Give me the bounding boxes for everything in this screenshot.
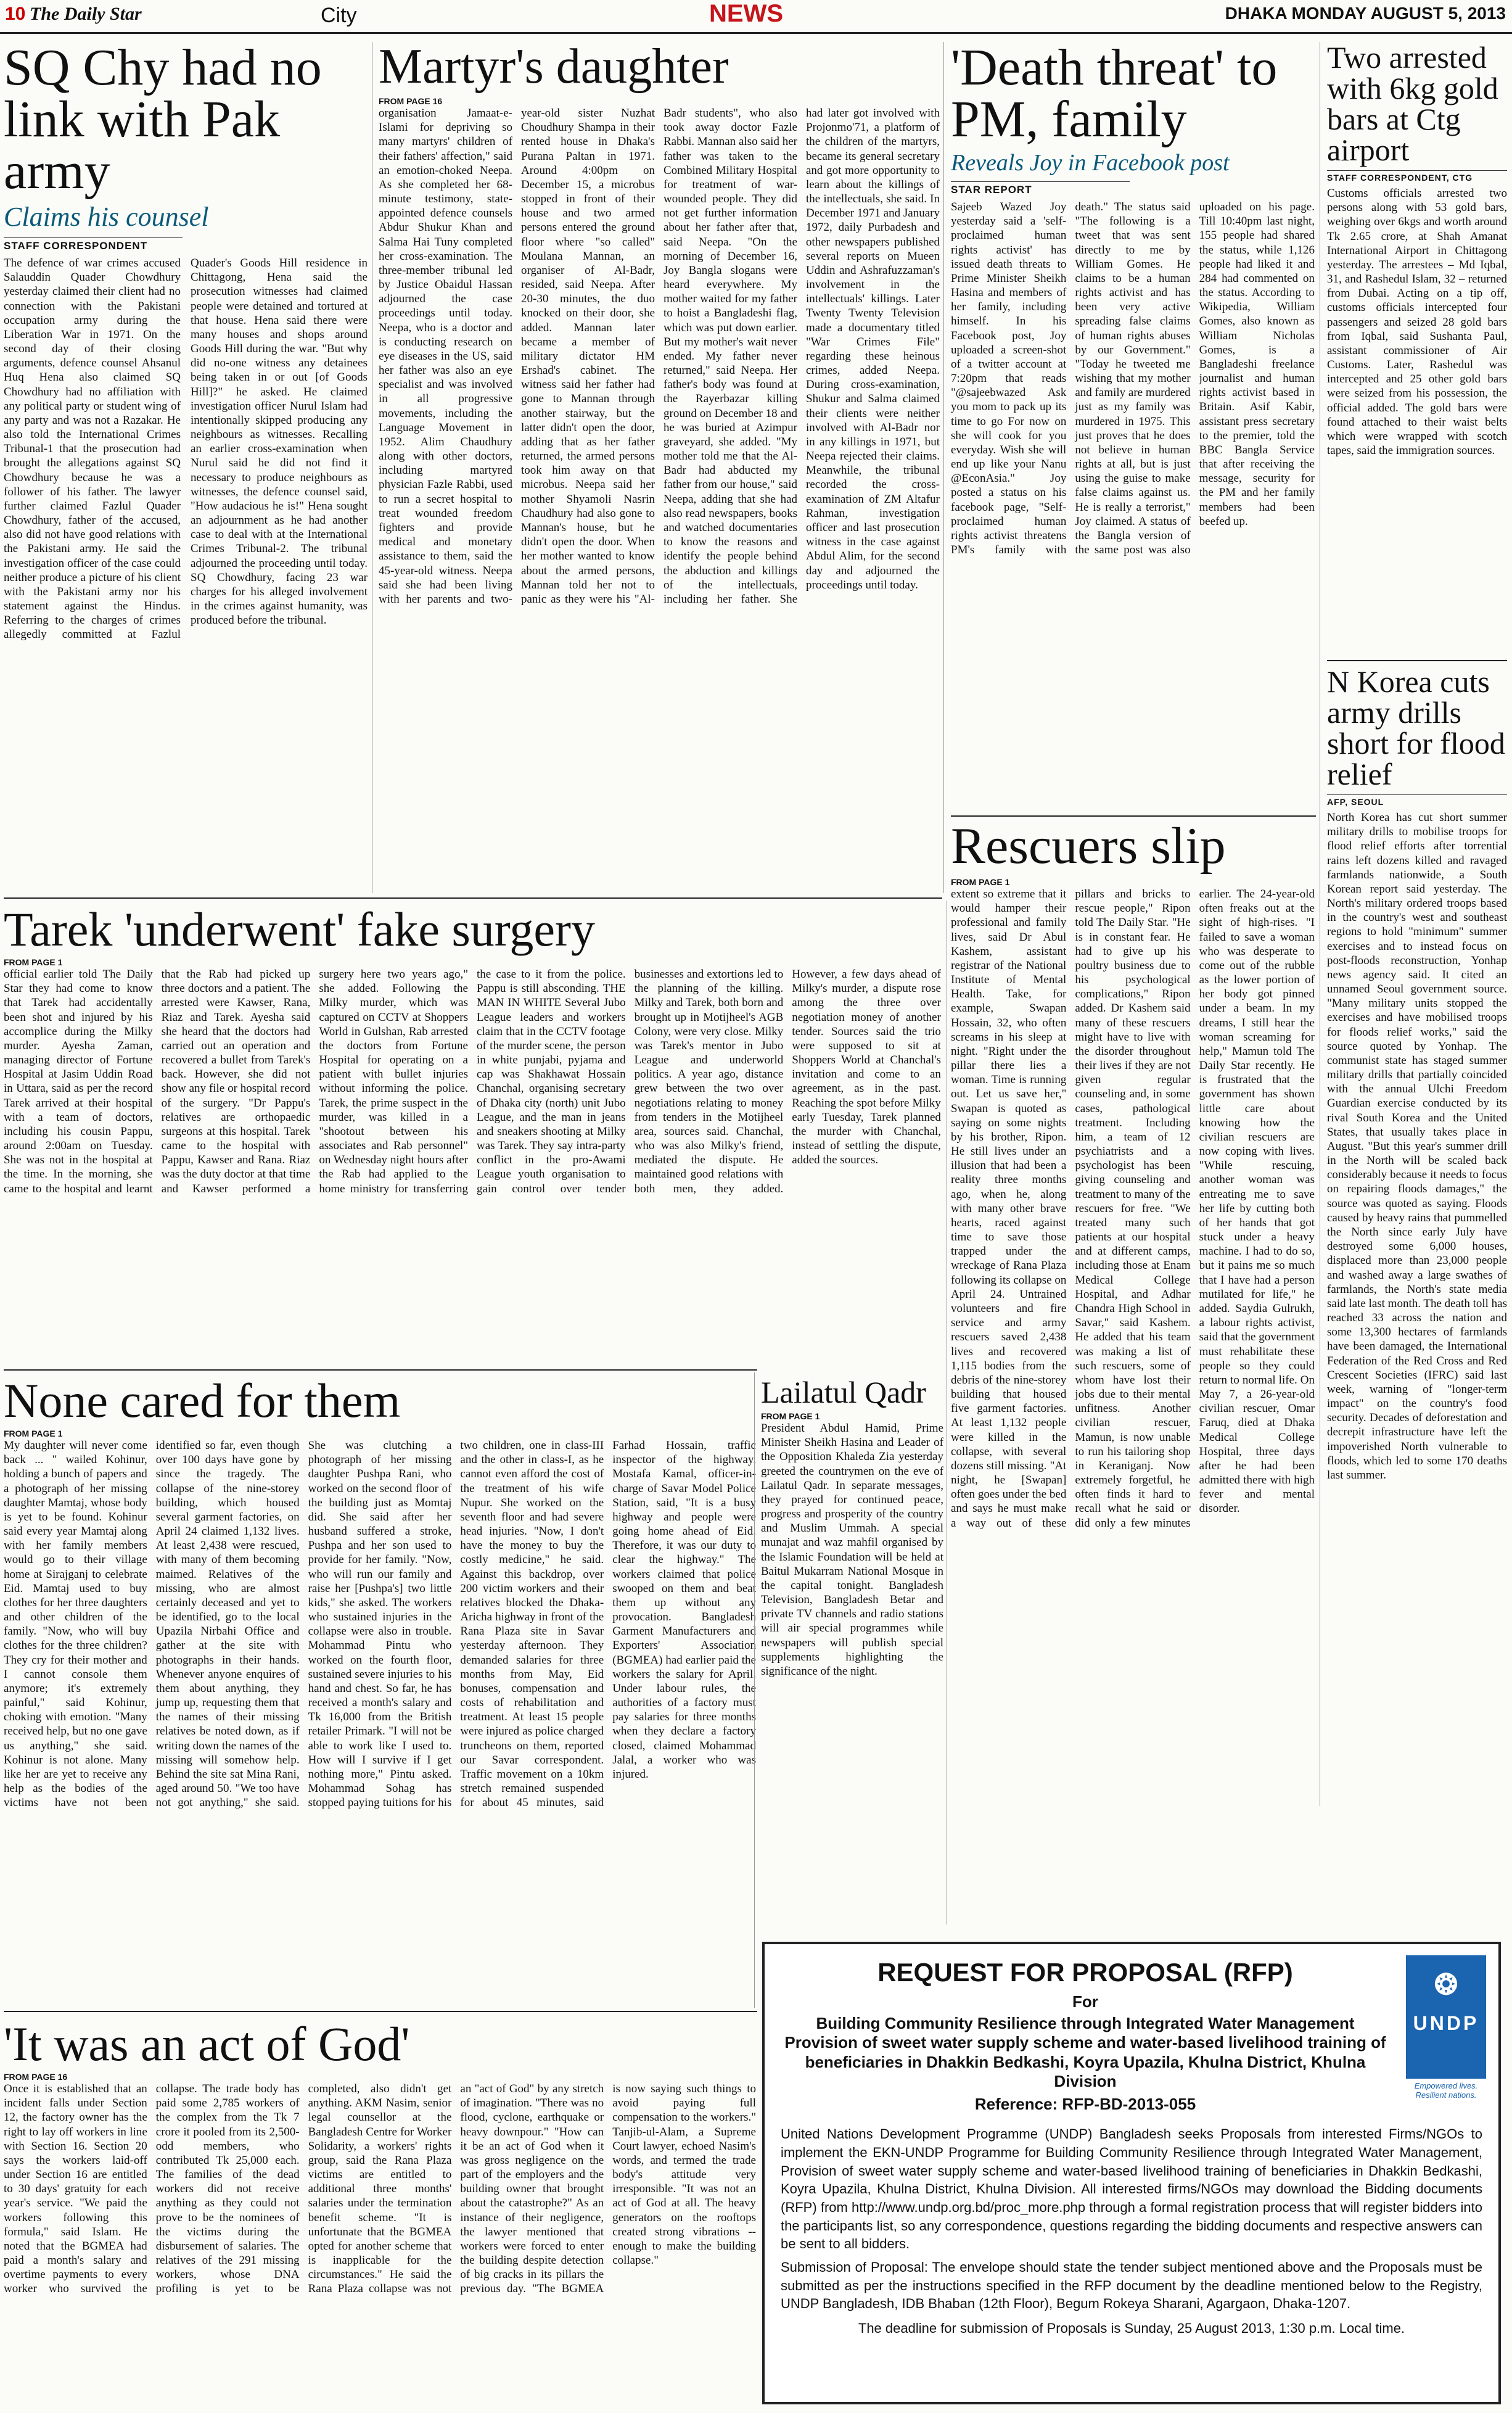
story-lailatul-qadr <box>761 1377 943 1932</box>
article-body: President Abdul Hamid, Prime Minister Sheikh Hasina and Leader of the Opposition Khaleda Zia yesterday greeted the countrymen on the eve of Lailatul Qadr. In separate messages, they prayed for continued peace, progress and prosperity of the country and Muslim Ummah. A special munajat and waz mahfil organised by the Islamic Foundation will be held at Baitul Mukarram National Mosque in the capital tonight. Bangladesh Television, Bangladesh Betar and private TV channels and radio stations will air special programmes while newspapers will publish special supplements highlighting the significance of the night. <box>761 1422 943 1678</box>
rfp-project: Building Community Resilience through Integrated Water Management Provision of sweet water supply scheme and water-based livelihood training of beneficiaries in Dhakkin Bedkashi, Koyra Upazila, Khulna District, Khulna Division <box>784 2014 1386 2090</box>
story-act-of-god <box>4 2017 756 2409</box>
section-label: City <box>321 4 357 27</box>
news-label: NEWS <box>709 0 783 27</box>
headline: N Korea cuts army drills short for flood relief <box>1327 664 1505 791</box>
article-body: My daughter will never come back ... " wailed Kohinur, holding a bunch of papers and a photograph of her missing daughter Mamtaj, whose body is yet to be found. Kohinur said every year Mamtaj along with her family members would go to their village home at Sirajganj to celebrate Eid. Mamtaj used to buy clothes for her three daughters and other children of the family. "Now, who will buy clothes for the three children? They cry for their mother and I cannot console them anymore; it's extremely painful," said Kohinur, choking with emotion. "Many received help, but no one gave us anything," she said. Kohinur is not alone. Many like her are yet to receive any help as the bodies of the victims have not been identified so far, even though over 100 days have gone by since the tragedy. The collapse of the nine-storey building, which housed several garment factories, on April 24 claimed 1,132 lives. At least 2,438 were rescued, with many of them becoming maimed. Relatives of the missing, who are almost certainly deceased and yet to be identified, go to the local Upazila Nirbahi Office and gather at the site with photographs in their hands. Whenever anyone enquires of them about anything, they jump up, requesting them that the names of their missing relatives be noted down, as if writing down the names of the missing will somehow help. Behind the site sat Mina Rani, aged around 50. "We too have not got anything," she said. She was clutching a photograph of her missing daughter Pushpa Rani, who worked on the second floor of the building just as Momtaj did. She said after her husband suffered a stroke, Pushpa and her son used to provide for her family. "Now, who will run our family and raise her [Pushpa's] two little kids," she asked. The workers who sustained injuries in the collapse were also in trouble. Mohammad Pintu who worked on the fourth floor, sustained severe injuries to his hand and chest. So far, he has received a month's salary and Tk 16,000 from the British retailer Primark. "I will not be able to work like I used to. How will I survive if I get nothing more," Pintu asked. Mohammad Sohag has stopped paying tuitions for his two children, one in class-III and the other in class-I, as he cannot even afford the cost of the treatment of his wife Nupur. She worked on the seventh floor and had severe head injuries. "Now, I don't have the money to buy the costly medicine," he said. Against this backdrop, over 200 victim workers and their relatives blocked the Dhaka-Aricha highway in front of the Rana Plaza site in Savar yesterday afternoon. They demanded salaries for three months from May, Eid bonuses, compensation and costs of rehabilitation and treatment. At least 15 people were injured as police charged truncheons on them, reported our Savar correspondent. Traffic movement on a 10km stretch remained suspended for about 45 minutes, said Farhad Hossain, traffic inspector of the highway. Mostafa Kamal, officer-in-charge of Savar Model Police Station, said, "It is a busy highway and people were going home ahead of Eid. Therefore, it was our duty to clear the highway." The workers claimed that police swooped on them and beat them up without any provocation. Bangladesh Garment Manufacturers and Exporters' Association (BGMEA) had earlier paid the workers the salary for April. Under labour rules, the authorities of a factory must pay salaries for three months when they declare a factory closed, claimed Mohammad Jalal, a worker who was injured. <box>4 1439 756 1810</box>
headline: Two arrested with 6kg gold bars at Ctg airport <box>1327 40 1498 167</box>
headline: Rescuers slip <box>951 817 1226 875</box>
byline: STAFF CORRESPONDENT <box>4 237 183 252</box>
byline: STAFF CORRESPONDENT, CTG <box>1327 170 1507 183</box>
story-death-threat <box>951 39 1315 813</box>
article-body: Sajeeb Wazed Joy yesterday said a 'self-proclaimed human rights activist' has issued death threats to Prime Minister Sheikh Hasina and members of her family, including himself. In his Facebook post, Joy uploaded a screen-shot of a twitter account at 7:20pm that reads "@sajeebwazed Ask you mom to pack up its time to go For now on she will cook for you everyday. Wish she will end up like your Nanu @EconAsia." Joy posted a status on his facebook page, "Self-proclaimed human rights activist threatens PM's family with death." The status said "The following is a tweet that was sent directly to me by William Gomes. He claims to be a human rights activist and has been very active spreading false claims of human rights abuses by our Government." "Today he tweeted me wishing that my mother and family are murdered just as my family was murdered in 1975. This just proves that he does not believe in human rights at all, but is just using the guise to make false claims against us. He is really a terrorist," Joy claimed. A status of the Bangla version of the same post was also uploaded on his page. Till 10:40pm last night, 155 people had shared the status, while 1,126 people had liked it and 284 had commented on the status. According to Wikipedia, William Gomes, also known as William Nicholas Gomes, is a Bangladeshi freelance journalist and human rights activist based in Britain. Asif Kabir, assistant press secretary to the premier, told the BBC Bangla Service that after receiving the message, security for the PM and her family members had been beefed up. <box>951 200 1315 557</box>
headline: Tarek 'underwent' fake surgery <box>4 902 595 956</box>
rfp-deadline: The deadline for submission of Proposals is Sunday, 25 August 2013, 1:30 p.m. Local time. <box>858 2320 1405 2336</box>
rfp-paragraph-2: Submission of Proposal: The envelope should state the tender subject mentioned above and the Proposals must be submitted as per the instructions specified in the RFP document by the deadline mentioned below to the Registry, UNDP Bangladesh, IDB Bhaban (12th Floor), Begum Rokeya Sharani, Agargaon, Dhaka-1207. <box>781 2259 1482 2312</box>
story-tarek <box>4 902 941 1365</box>
rfp-for: For <box>1072 1992 1098 2011</box>
story-martyrs-daughter <box>379 39 940 893</box>
article-body: official earlier told The Daily Star they had come to know that Tarek had accidentally been shot and injured by his accomplice during the Milky murder. Ayesha Zaman, managing director of Fortune Hospital at Jasim Uddin Road in Uttara, said as per the record Tarek arrived at their hospital with a team of doctors, including his cousin Pappu, around 2:00am on Tuesday. She was not in the hospital at the time. In the morning, she came to the hospital and learnt that the Rab had picked up three doctors and a patient. The arrested were Kawser, Rana, Riaz and Tarek. Ayesha said she heard that the doctors had carried out an operation and recovered a bullet from Tarek's back. However, she did not show any file or hospital record of the surgery. "Dr Pappu's relatives are orthopaedic surgeons at this hospital. Tarek came to the hospital with Pappu, Kawser and Rana. Riaz was the duty doctor at that time and Kawser performed a surgery here two years ago," she added. Following the Milky murder, which was captured on CCTV at Shoppers World in Gulshan, Rab arrested the doctors from Fortune Hospital for operating on a patient with bullet injuries without informing the police. Tarek, the prime suspect in the murder, was killed in a "shootout between his associates and Rab personnel" on Wednesday night hours after the Rab had applied to the home ministry for transferring the case to it from the police. Pappu is still absconding. THE MAN IN WHITE Several Jubo League leaders and workers claim that in the CCTV footage of the murder scene, the person in white punjabi, pyjama and cap was Shakhawat Hossain Chanchal, organising secretary of Dhaka city (north) unit Jubo League, and the man in jeans and sneakers shooting at Milky was Tarek. They say intra-party conflict in the pro-Awami League youth organisation to gain control over tender businesses and extortions led to the planning of the killing. Milky and Tarek, both born and brought up in Motijheel's AGB Colony, were very close. Milky was Tarek's mentor in Jubo League and underworld politics. A year ago, distance grew between the two over negotiations relating to money from tenders in the Motijheel area, sources said. Chanchal, who was also Milky's friend, mediated the dispute. He maintained good relations with both men, they added. However, a few days ahead of Milky's murder, a dispute rose among the three over negotiation money of another tender. Sources said the trio were supposed to sit at Shoppers World at Chanchal's invitation and come to an agreement, as in the past. Reaching the spot before Milky early Tuesday, Tarek planned the murder with Chanchal, instead of settling the dispute, added the sources. <box>4 968 941 1195</box>
from-page: FROM PAGE 1 <box>4 957 63 967</box>
byline: AFP, SEOUL <box>1327 794 1507 807</box>
rfp-advertisement <box>762 1942 1501 2404</box>
dateline: DHAKA MONDAY AUGUST 5, 2013 <box>1225 4 1506 23</box>
headline: Lailatul Qadr <box>761 1375 926 1409</box>
article-body: Once it is established that an incident falls under Section 12, the factory owner has the right to lay off workers in line with Section 16. Section 20 says the workers laid-off under Section 16 are entitled to 30 days' gratuity for each year's service. "We paid the workers following this formula," said Islam. He noted that the BGMEA had paid a month's salary and overtime payments to every worker who survived the collapse. The trade body has paid some 2,785 workers of the complex from the Tk 7 crore it pooled from its 2,500-odd members, who contributed Tk 25,000 each. The families of the dead workers did not receive anything as they could not prove to be the nominees of the victims during the disbursement of salaries. The relatives of the 291 missing workers, whose DNA profiling is yet to be completed, also didn't get anything. AKM Nasim, senior legal counsellor at the Bangladesh Centre for Worker Solidarity, a workers' rights group, said the Rana Plaza victims are entitled to additional three months' salaries under the termination benefit scheme. "It is unfortunate that the BGMEA opted for another scheme that is inapplicable for the circumstances." He said the Rana Plaza collapse was not an "act of God" by any stretch of imagination. "There was no flood, cyclone, earthquake or heavy downpour." "How can it be an act of God when it was gross negligence on the part of the employers and the building owner that brought about the catastrophe?" As an instance of their negligence, the lawyer mentioned that workers were forced to enter the building despite detection of big cracks in its pillars the previous day. "The BGMEA is now saying such things to avoid paying full compensation to the workers." Tanjib-ul-Alam, a Supreme Court lawyer, echoed Nasim's words, and termed the trade body's attitude very irresponsible. "It was not an act of God at all. The heavy generators on the rooftops created strong vibrations -- enough to make the building collapse." <box>4 2082 756 2296</box>
byline: STAR REPORT <box>951 181 1130 196</box>
from-page: FROM PAGE 16 <box>379 96 443 106</box>
rfp-paragraph-1: United Nations Development Programme (UNDP) Bangladesh seeks Proposals from interested Firms/NGOs to implement the EKN-UNDP Programme for Building Community Resilience through Integrated Water Management, Provision of sweet water supply scheme and water-based livelihood training of beneficiaries in Dhakkin Bedkashi, Koyra Upazila, Khulna District, Khulna Division. All interested firms/NGOs may download the Bidding documents (RFP) from http://www.undp.org.bd/proc_more.php through a formal registration process that will register bidders into the participants list, so any correspondence, questions regarding the bidding documents and respective answers can be sent to all bidders. <box>781 2126 1482 2252</box>
headline: SQ Chy had no link with Pak army <box>4 39 322 200</box>
headline: 'Death threat' to PM, family <box>951 39 1278 148</box>
from-page: FROM PAGE 16 <box>4 2072 68 2082</box>
story-gold-bars <box>1327 42 1507 659</box>
article-body: Customs officials arrested two persons along with 53 gold bars, weighing over 6kgs and worth around Tk 2.65 crore, at Shah Amanat International Airport in Chittagong yesterday. The arrestees – Md Iqbal, 31, and Rashedul Islam, 32 – returned from Dubai. Acting on a tip off, customs officials intercepted four passengers and seized 28 gold bars from Iqbal, said Sushanta Paul, assistant commissioner of Air Customs. Later, Rashedul was intercepted and 25 other gold bars were seized from his possession, the official added. The gold bars were found attached to their waist belts which were wrapped with scotch tapes, said the immigration sources. <box>1327 187 1507 458</box>
story-rescuers-slip <box>951 817 1315 1924</box>
article-body: North Korea has cut short summer military drills to mobilise troops for flood relief efforts after torrential rains left dozens killed and ravaged farmlands nationwide, a South Korean report said yesterday. The North's military ordered troops based in the country's west and southeast regions to hold "minimum" summer exercises and to instead focus on post-floods reconstruction, Yonhap news agency said. It cited an unnamed Seoul government source. "Many military units stopped the exercises and have mobilised troops for floods relief works," said the source quoted by Yonhap. The communist state has staged summer military drills that partially coincided with the annual Ulchi Freedom Guardian exercise conducted by its rival South Korea and the United States, that usually takes place in August. "But this year's summer drill in the North will be scaled back considerably because it needs to focus on repairing floods damages," the source was quoted as saying. Floods caused by heavy rains that pummelled the North since early July have destroyed some 6,000 houses, displaced more than 23,000 people and washed away a large swathes of farmlands, the North's state media said late last month. The death toll has reached 33 across the nation and some 13,300 hectares of farmlands have been damaged, the International Federation of the Red Cross and Red Crescent Societies (IFRC) said last week, warning of "longer-term impact" on the country's food security. Decades of deforestation and decrepit infrastructure have left the impoverished North vulnerable to floods, which led to some 170 deaths last summer. <box>1327 811 1507 1482</box>
rfp-title: REQUEST FOR PROPOSAL (RFP) <box>877 1958 1293 1987</box>
subhead: Claims his counsel <box>4 202 209 232</box>
rfp-reference: Reference: RFP-BD-2013-055 <box>974 2094 1196 2113</box>
from-page: FROM PAGE 1 <box>761 1411 820 1421</box>
story-sq-chy <box>4 39 368 893</box>
from-page: FROM PAGE 1 <box>951 877 1010 887</box>
story-n-korea <box>1327 666 1507 1795</box>
undp-tagline: Empowered lives. Resilient nations. <box>1414 2081 1478 2100</box>
page-header <box>0 0 1512 34</box>
paper-name: The Daily Star <box>30 4 142 24</box>
article-body: The defence of war crimes accused Salauddin Quader Chowdhury yesterday claimed their client had no connection with the Pakistani occupation army during the Liberation War in 1971. On the second day of their closing arguments, defence counsel Ahsanul Huq Hena also claimed SQ Chowdhury had no affiliation with any political party or student wing of any party and was not a Razakar. He also told the International Crimes Tribunal-1 that the prosecution had brought the allegations against SQ Chowdhury because he was a follower of his father. The lawyer further claimed Fazlul Quader Chowdhury, father of the accused, also did not have good relations with the Pakistani army. He said the investigation officer of the case could neither produce a picture of his client with the Pakistani army nor his statement against the Hindus. Referring to the charges of crimes allegedly committed at Fazlul Quader's Goods Hill residence in Chittagong, Hena said the prosecution witnesses had claimed people were detained and tortured at that house. Hena said there were many houses and shops around Goods Hill during the war. "But why did no-one witness any detainees being taken in or out [of Goods Hill]?" he asked. He claimed investigation officer Nurul Islam had intentionally skipped producing any neighbours as witnesses. Recalling an earlier cross-examination when Nurul said he did not find it necessary to produce neighbours as witnesses, the defence counsel said, "How audacious he is!" Hena sought an adjournment as he had another case to deal with at the International Crimes Tribunal-2. The tribunal adjourned the proceeding until today. SQ Chowdhury, facing 23 war charges for his alleged involvement in the crimes against humanity, was produced before the tribunal. <box>4 257 368 641</box>
page-number: 10 <box>5 4 26 24</box>
article-body: extent so extreme that it would hamper their professional and family lives, said Dr Abul Kashem, assistant registrar of the National Institute of Mental Health. Take, for example, Swapan Hossain, 32, who often screams in his sleep at night. "Right under the pillar there lies a woman. Time is running out. Let us save her," Swapan is quoted as saying on some nights by his brother, Ripon. He still lives under an illusion that had been a reality three months ago, when he, along with many other brave hearts, raced against time to save those trapped under the wreckage of Rana Plaza following its collapse on April 24. Untrained volunteers and fire service and army rescuers saved 2,438 lives and recovered 1,115 bodies from the debris of the nine-storey building that housed five garment factories. At least 1,132 people were killed in the collapse, with several dozens still missing. "At night, he [Swapan] often goes under the bed and says he must make a way out of these pillars and bricks to rescue people," Ripon told The Daily Star. "He is in constant fear. He had to give up his poultry business due to his psychological complications," Ripon added. Dr Kashem said many of these rescuers might have to live with the disorder throughout their lives if they are not given regular counseling and, in some cases, pathological treatment. Including him, a team of 12 psychiatrists and a psychologist has been giving counseling and treatment to many of the rescuers for free. "We treated many such patients at our hospital and at different camps, including those at Enam Medical College Hospital, and Adhar Chandra High School in Savar," said Kashem. He added that his team was making a list of such rescuers, some of whom have lost their jobs due to their mental unfitness. Another civilian rescuer, Mamun, is now unable to run his tailoring shop in Keraniganj. Now extremely forgetful, he often finds it hard to recall what he said or did only a few minutes earlier. The 24-year-old often freaks out at the sight of high-rises. "I failed to save a woman who was desperate to come out of the rubble as the lower portion of her body got pinned under a beam. In my dreams, I still hear the woman screaming for help," Mamun told The Daily Star recently. He is frustrated that the government has shown little care about knowing how the civilian rescuers are now coping with lives. "While rescuing, another woman was entreating me to save her life by cutting both of her hands that got stuck under a heavy machine. I had to do so, but it pains me so much that I have had a person mutilated for life," he added. Saydia Gulrukh, a labour rights activist, said that the government must rehabilitate these people so they could return to normal life. On May 7, a 26-year-old civilian rescuer, Omar Faruq, died at Dhaka Medical College Hospital, three days after he had been admitted there with high fever and mental disorder. <box>951 888 1315 1530</box>
article-body: organisation Jamaat-e-Islami for depriving so many martyrs' children of their fathers' affection," said an emotion-choked Neepa. As she completed her 68-minute testimony, state-appointed defence counsels Abdur Shukur Khan and Salma Hai Tuny completed her cross-examination. The three-member tribunal led by Justice Obaidul Hassan adjourned the case proceedings until today. Neepa, who is a doctor and is conducting research on eye diseases in the US, said her father was also an eye specialist and was involved in all progressive movements, including the Language Movement in 1952. Alim Chaudhury along with other doctors, including martyred physician Fazle Rabbi, used to run a secret hospital to treat wounded freedom fighters and provide medical and monetary assistance to them, said the 45-year-old witness. Neepa said she had been living with her parents and two-year-old sister Nuzhat Choudhury Shampa in their rented house in Dhaka's Purana Paltan in 1971. Around 4:00pm on December 15, a microbus stopped in front of their house and two armed persons entered the ground floor where "so called" Moulana Mannan, an organiser of Al-Badr, resided, said Neepa. After 20-30 minutes, the duo knocked on their door, she added. Mannan later became a member of military dictator HM Ershad's cabinet. The witness said her father had gone to Mannan through another stairway, but the latter didn't open the door, adding that as her father returned, the armed persons took him away on that microbus. Neepa said her mother Shyamoli Nasrin Chaudhury had also gone to Mannan's house, but he didn't open the door. When her mother wanted to know about the armed persons, Mannan told her not to panic as they were his "Al-Badr students", who also took away doctor Fazle Rabbi. Mannan also said her father was taken to the Combined Military Hospital for treatment of war-wounded people. They did not get further information about her father after that, said Neepa. "On the morning of December 16, Joy Bangla slogans were heard everywhere. My mother waited for my father to hoist a Bangladeshi flag, which was put down earlier. But my mother's wait never ended. My father never returned," said Neepa. Her father's body was found at the Rayerbazar killing ground on December 18 and he was buried at Azimpur graveyard, she added. "My mother told me that the Al-Badr had abducted my father from our house," said Neepa, adding that she had also read newspapers, books and watched documentaries to know the reasons and identify the people behind the abduction and killings of the intellectuals, including her father. She had later got involved with Projonmo'71, a platform of the children of the martyrs, became its general secretary and got more opportunity to learn about the killings of the intellectuals, she said. In December 1971 and January 1972, daily Purbadesh and other newspapers published several reports on Mueen Uddin and Ashrafuzzaman's involvement in the intellectuals' killings. Later Twenty Twenty Television made a documentary titled "War Crimes File" regarding these heinous crimes, added Neepa. During cross-examination, Shukur and Salma claimed their clients were neither involved with Al-Badr nor in any killings in 1971, but Neepa rejected their claims. Meanwhile, the tribunal recorded the cross-examination of ZM Altafur Rahman, investigation officer and last prosecution witness in the case against Abdul Alim, for the second day and adjourned the proceedings until today. <box>379 107 940 606</box>
headline: Martyr's daughter <box>379 39 729 94</box>
story-none-cared <box>4 1374 756 2006</box>
logo-text: UNDP <box>1413 2012 1479 2034</box>
un-emblem-icon: ❂ <box>1434 1968 1458 2000</box>
headline: 'It was an act of God' <box>4 2017 410 2071</box>
headline: None cared for them <box>4 1374 401 1427</box>
undp-logo <box>1406 1955 1486 2079</box>
subhead: Reveals Joy in Facebook post <box>951 150 1230 176</box>
from-page: FROM PAGE 1 <box>4 1429 63 1438</box>
